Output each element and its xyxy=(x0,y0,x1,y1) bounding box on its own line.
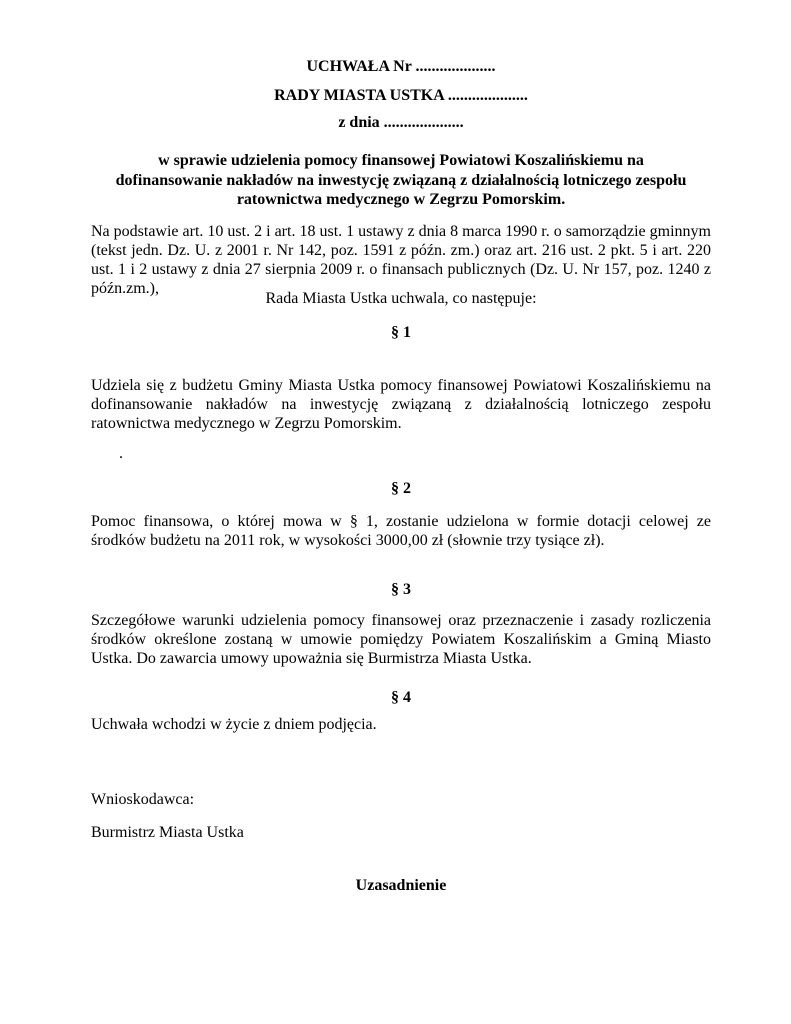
resolution-number: UCHWAŁA Nr .................... xyxy=(306,58,496,75)
section-1-extra: . xyxy=(119,445,123,462)
section-2-heading: § 2 xyxy=(391,480,411,497)
section-1-text: Udziela się z budżetu Gminy Miasta Ustka pomocy finansowej Powiatowi Koszalińskiemu na dofinansowanie nakładów na inwestycję związaną z działalnością lotniczego zespołu ratownictwa medycznego w Zegrzu Pomorskim. xyxy=(91,377,711,432)
applicant-name: Burmistrz Miasta Ustka xyxy=(91,824,244,841)
section-4-text: Uchwała wchodzi w życie z dniem podjęcia. xyxy=(91,716,377,733)
legal-basis: Na podstawie art. 10 ust. 2 i art. 18 ust. 1 ustawy z dnia 8 marca 1990 r. o samorządzie gminnym (tekst jedn. Dz. U. z 2001 r. Nr 142, poz. 1591 z późn. zm.) oraz art. 216 ust. 2 pkt. 5 i art. 220 ust. 1 i 2 ustawy z dnia 27 sierpnia 2009 r. o finansach publicznych (Dz. U. Nr 157, poz. 1240 z późn.zm.), xyxy=(91,223,711,297)
resolution-date: z dnia .................... xyxy=(338,114,464,131)
applicant-label: Wnioskodawca: xyxy=(91,791,195,808)
council-name: RADY MIASTA USTKA .................... xyxy=(274,87,528,104)
resolves-clause: Rada Miasta Ustka uchwala, co następuje: xyxy=(265,290,537,307)
justification-heading: Uzasadnienie xyxy=(355,877,447,894)
resolution-subject: w sprawie udzielenia pomocy finansowej Powiatowi Koszalińskiemu na dofinansowanie nakładów na inwestycję związaną z działalnością lotniczego zespołu ratownictwa medycznego w Zegrzu Pomorskim. xyxy=(115,152,687,208)
section-1-heading: § 1 xyxy=(391,324,411,341)
section-3-heading: § 3 xyxy=(391,581,411,598)
section-4-heading: § 4 xyxy=(391,689,411,706)
section-3-text: Szczegółowe warunki udzielenia pomocy finansowej oraz przeznaczenie i zasady rozliczenia środków określone zostaną w umowie pomiędzy Powiatem Koszalińskim a Gminą Miasto Ustka. Do zawarcia umowy upoważnia się Burmistrza Miasta Ustka. xyxy=(91,612,711,667)
section-2-text: Pomoc finansowa, o której mowa w § 1, zostanie udzielona w formie dotacji celowej ze środków budżetu na 2011 rok, w wysokości 3000,00 zł (słownie trzy tysiące zł). xyxy=(91,513,711,549)
